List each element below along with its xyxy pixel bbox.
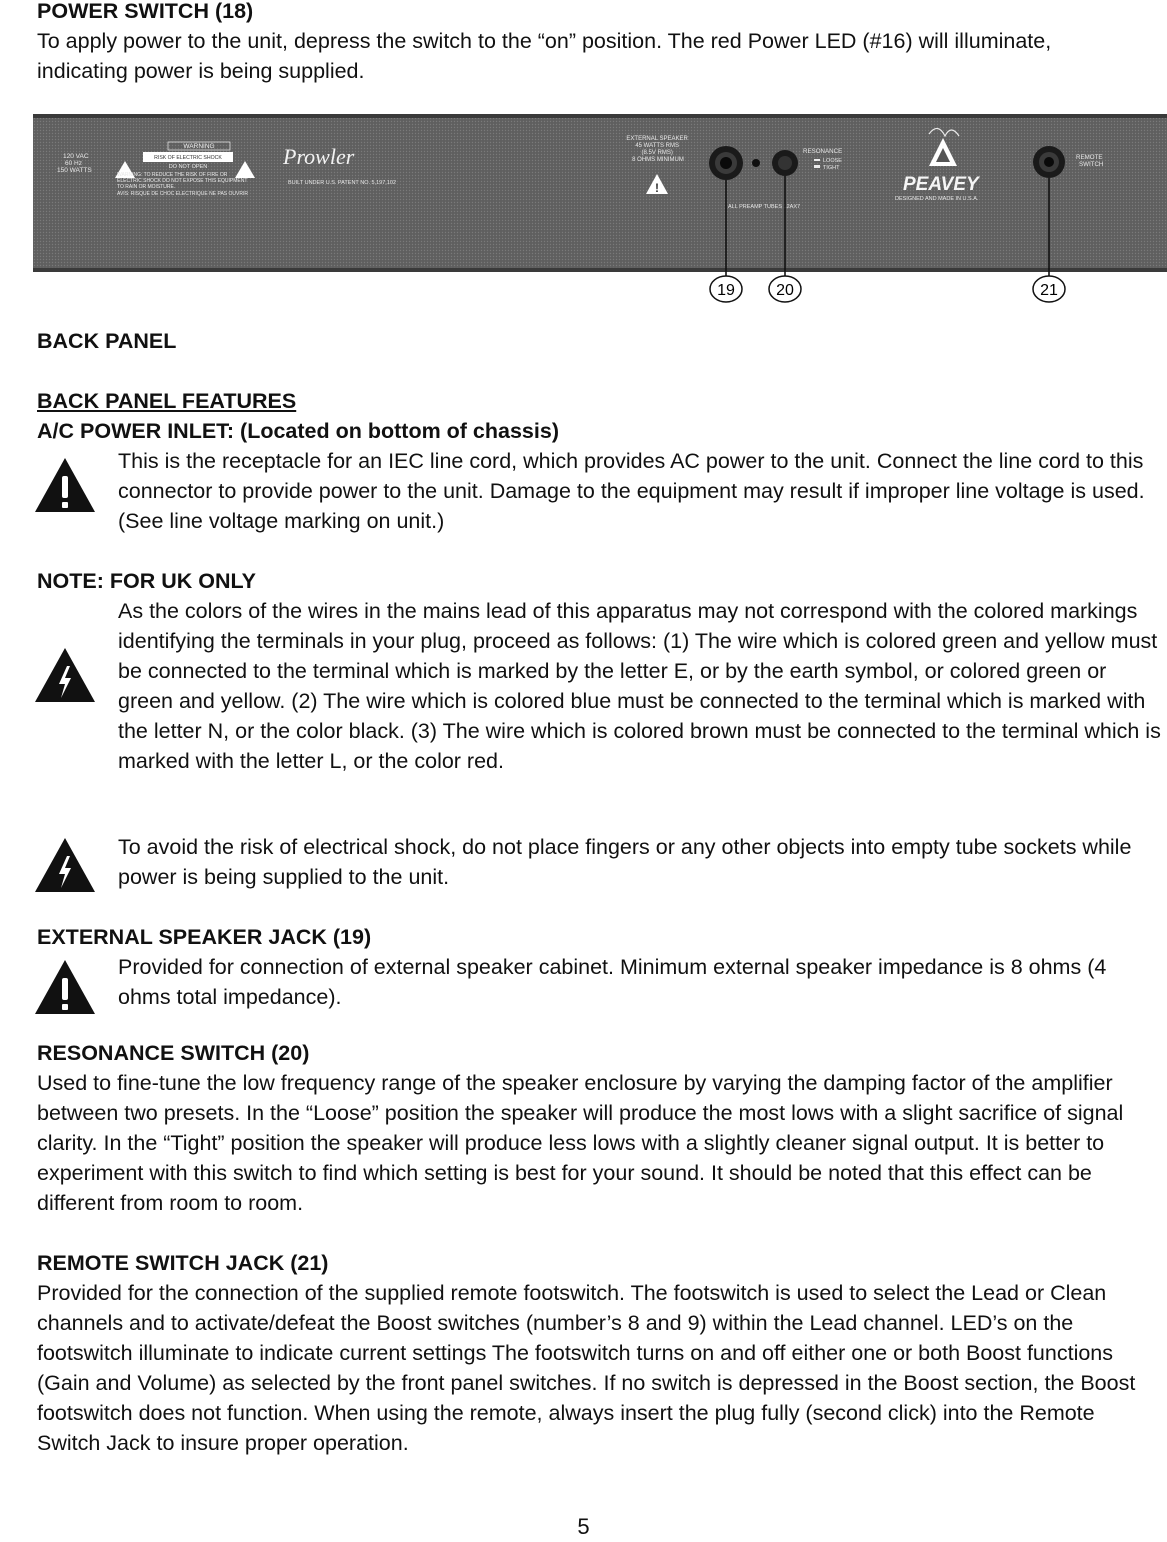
ac-inlet-heading: A/C POWER INLET: (Located on bottom of chassis) bbox=[37, 419, 559, 443]
svg-text:!: ! bbox=[655, 181, 659, 195]
uk-note-body: As the colors of the wires in the mains lead of this apparatus may not correspond with the colored markings identifying the terminals in your plug, proceed as follows: (1) The wire which is colored green and yellow must be connected to the terminal which is marked by the letter E, or by the earth symbol, or colored green or green and yellow. (2) The wire which is colored blue must be connected to the terminal which is marked with the letter N, or the color black. (3) The wire which is colored brown must be connected to the terminal which is marked with the letter L, or the color red. bbox=[118, 599, 1161, 773]
panel-avis-note: AVIS: RISQUE DE CHOC ELECTRIQUE NE PAS OUVRIR bbox=[117, 191, 248, 197]
preamp-note: ALL PREAMP TUBES 12AX7 bbox=[728, 204, 801, 210]
power-switch-heading: POWER SWITCH (18) bbox=[37, 0, 254, 23]
external-speaker-jack bbox=[709, 146, 743, 180]
panel-warning-shock: RISK OF ELECTRIC SHOCK bbox=[154, 155, 222, 161]
callout-20-label: 20 bbox=[776, 282, 794, 299]
patent-label: BUILT UNDER U.S. PATENT NO. 5,197,102 bbox=[288, 180, 396, 186]
ac-inlet-body: This is the receptacle for an IEC line cord, which provides AC power to the unit. Connect the line cord to this connector to provide power to the unit. Damage to the equipment may result if improper line voltage is used. (See line voltage marking on unit.) bbox=[118, 449, 1145, 533]
panel-warning-note: WARNING: TO REDUCE THE RISK OF FIRE OR ELECTRIC SHOCK DO NOT EXPOSE THIS EQUIPMENT TO RAIN OR MOISTURE. bbox=[117, 172, 248, 190]
tube-warning-body: To avoid the risk of electrical shock, do not place fingers or any other objects into empty tube sockets while power is being supplied to the unit. bbox=[118, 835, 1132, 889]
remote-switch-body: Provided for the connection of the supplied remote footswitch. The footswitch is used to select the Lead or Clean channels and to activate/defeat the Boost switches (number’s 8 and 9) within the Lead channel. LED’s on the footswitch illuminate to indicate current settings The footswitch turns on and off either one or both Boost functions (Gain and Volume) as selected by the front panel switches. If no switch is depressed in the Boost section, the Boost footswitch does not function. When using the remote, always insert the plug fully (second click) into the Remote Switch Jack to insure proper operation. bbox=[37, 1281, 1136, 1455]
back-panel-features-heading: BACK PANEL FEATURES bbox=[37, 389, 297, 413]
back-panel-illustration bbox=[33, 114, 1167, 272]
led-indicator bbox=[752, 159, 760, 167]
remote-switch-heading: REMOTE SWITCH JACK (21) bbox=[37, 1251, 329, 1275]
back-panel-title: BACK PANEL bbox=[37, 329, 177, 353]
callout-numbers bbox=[0, 272, 1167, 306]
panel-warning-title: WARNING bbox=[183, 143, 215, 150]
resonance-loose-label: LOOSE bbox=[823, 158, 842, 164]
ext-speaker-body: Provided for connection of external speaker cabinet. Minimum external speaker impedance is 8 ohms (4 ohms total impedance). bbox=[118, 955, 1107, 1009]
remote-switch-label: REMOTE SWITCH bbox=[1076, 154, 1104, 168]
voltage-label: 120 VAC 60 Hz 150 WATTS bbox=[57, 153, 92, 174]
peavey-wordmark: PEAVEY bbox=[903, 174, 979, 195]
prowler-logo: Prowler bbox=[283, 144, 355, 169]
page-number: 5 bbox=[577, 1514, 590, 1539]
svg-text:DO NOT OPEN: DO NOT OPEN bbox=[168, 164, 208, 170]
made-in-label: DESIGNED AND MADE IN U.S.A. bbox=[895, 196, 979, 202]
remote-switch-jack bbox=[1033, 146, 1065, 178]
resonance-label: RESONANCE bbox=[803, 148, 843, 155]
resonance-tight-label: TIGHT bbox=[823, 165, 840, 171]
callout-21-label: 21 bbox=[1040, 282, 1058, 299]
caution-exclamation-icon bbox=[33, 456, 97, 514]
electric-shock-warning-icon bbox=[33, 836, 97, 894]
resonance-heading: RESONANCE SWITCH (20) bbox=[37, 1041, 310, 1065]
ext-speaker-heading: EXTERNAL SPEAKER JACK (19) bbox=[37, 925, 372, 949]
ext-speaker-label: EXTERNAL SPEAKER 45 WATTS RMS (8.5V RMS) 8 OHMS MINIMUM bbox=[626, 136, 688, 163]
resonance-body: Used to fine-tune the low frequency range of the speaker enclosure by varying the damping factor of the amplifier between two presets. In the “Loose” position the speaker will produce the most lows with a slight sacrifice of signal clarity. In the “Tight” position the speaker will produce less lows with a slightly cleaner signal output. It is better to experiment with this switch to find which setting is best for your sound. It should be noted that this effect can be different from room to room. bbox=[37, 1071, 1124, 1215]
resonance-switch bbox=[772, 150, 798, 176]
electric-shock-warning-icon bbox=[33, 646, 97, 704]
callout-19-label: 19 bbox=[717, 282, 735, 299]
power-switch-body: To apply power to the unit, depress the switch to the “on” position. The red Power LED (#16) will illuminate, indicating power is being supplied. bbox=[37, 29, 1052, 83]
caution-exclamation-icon bbox=[33, 958, 97, 1016]
uk-note-heading: NOTE: FOR UK ONLY bbox=[37, 569, 256, 593]
